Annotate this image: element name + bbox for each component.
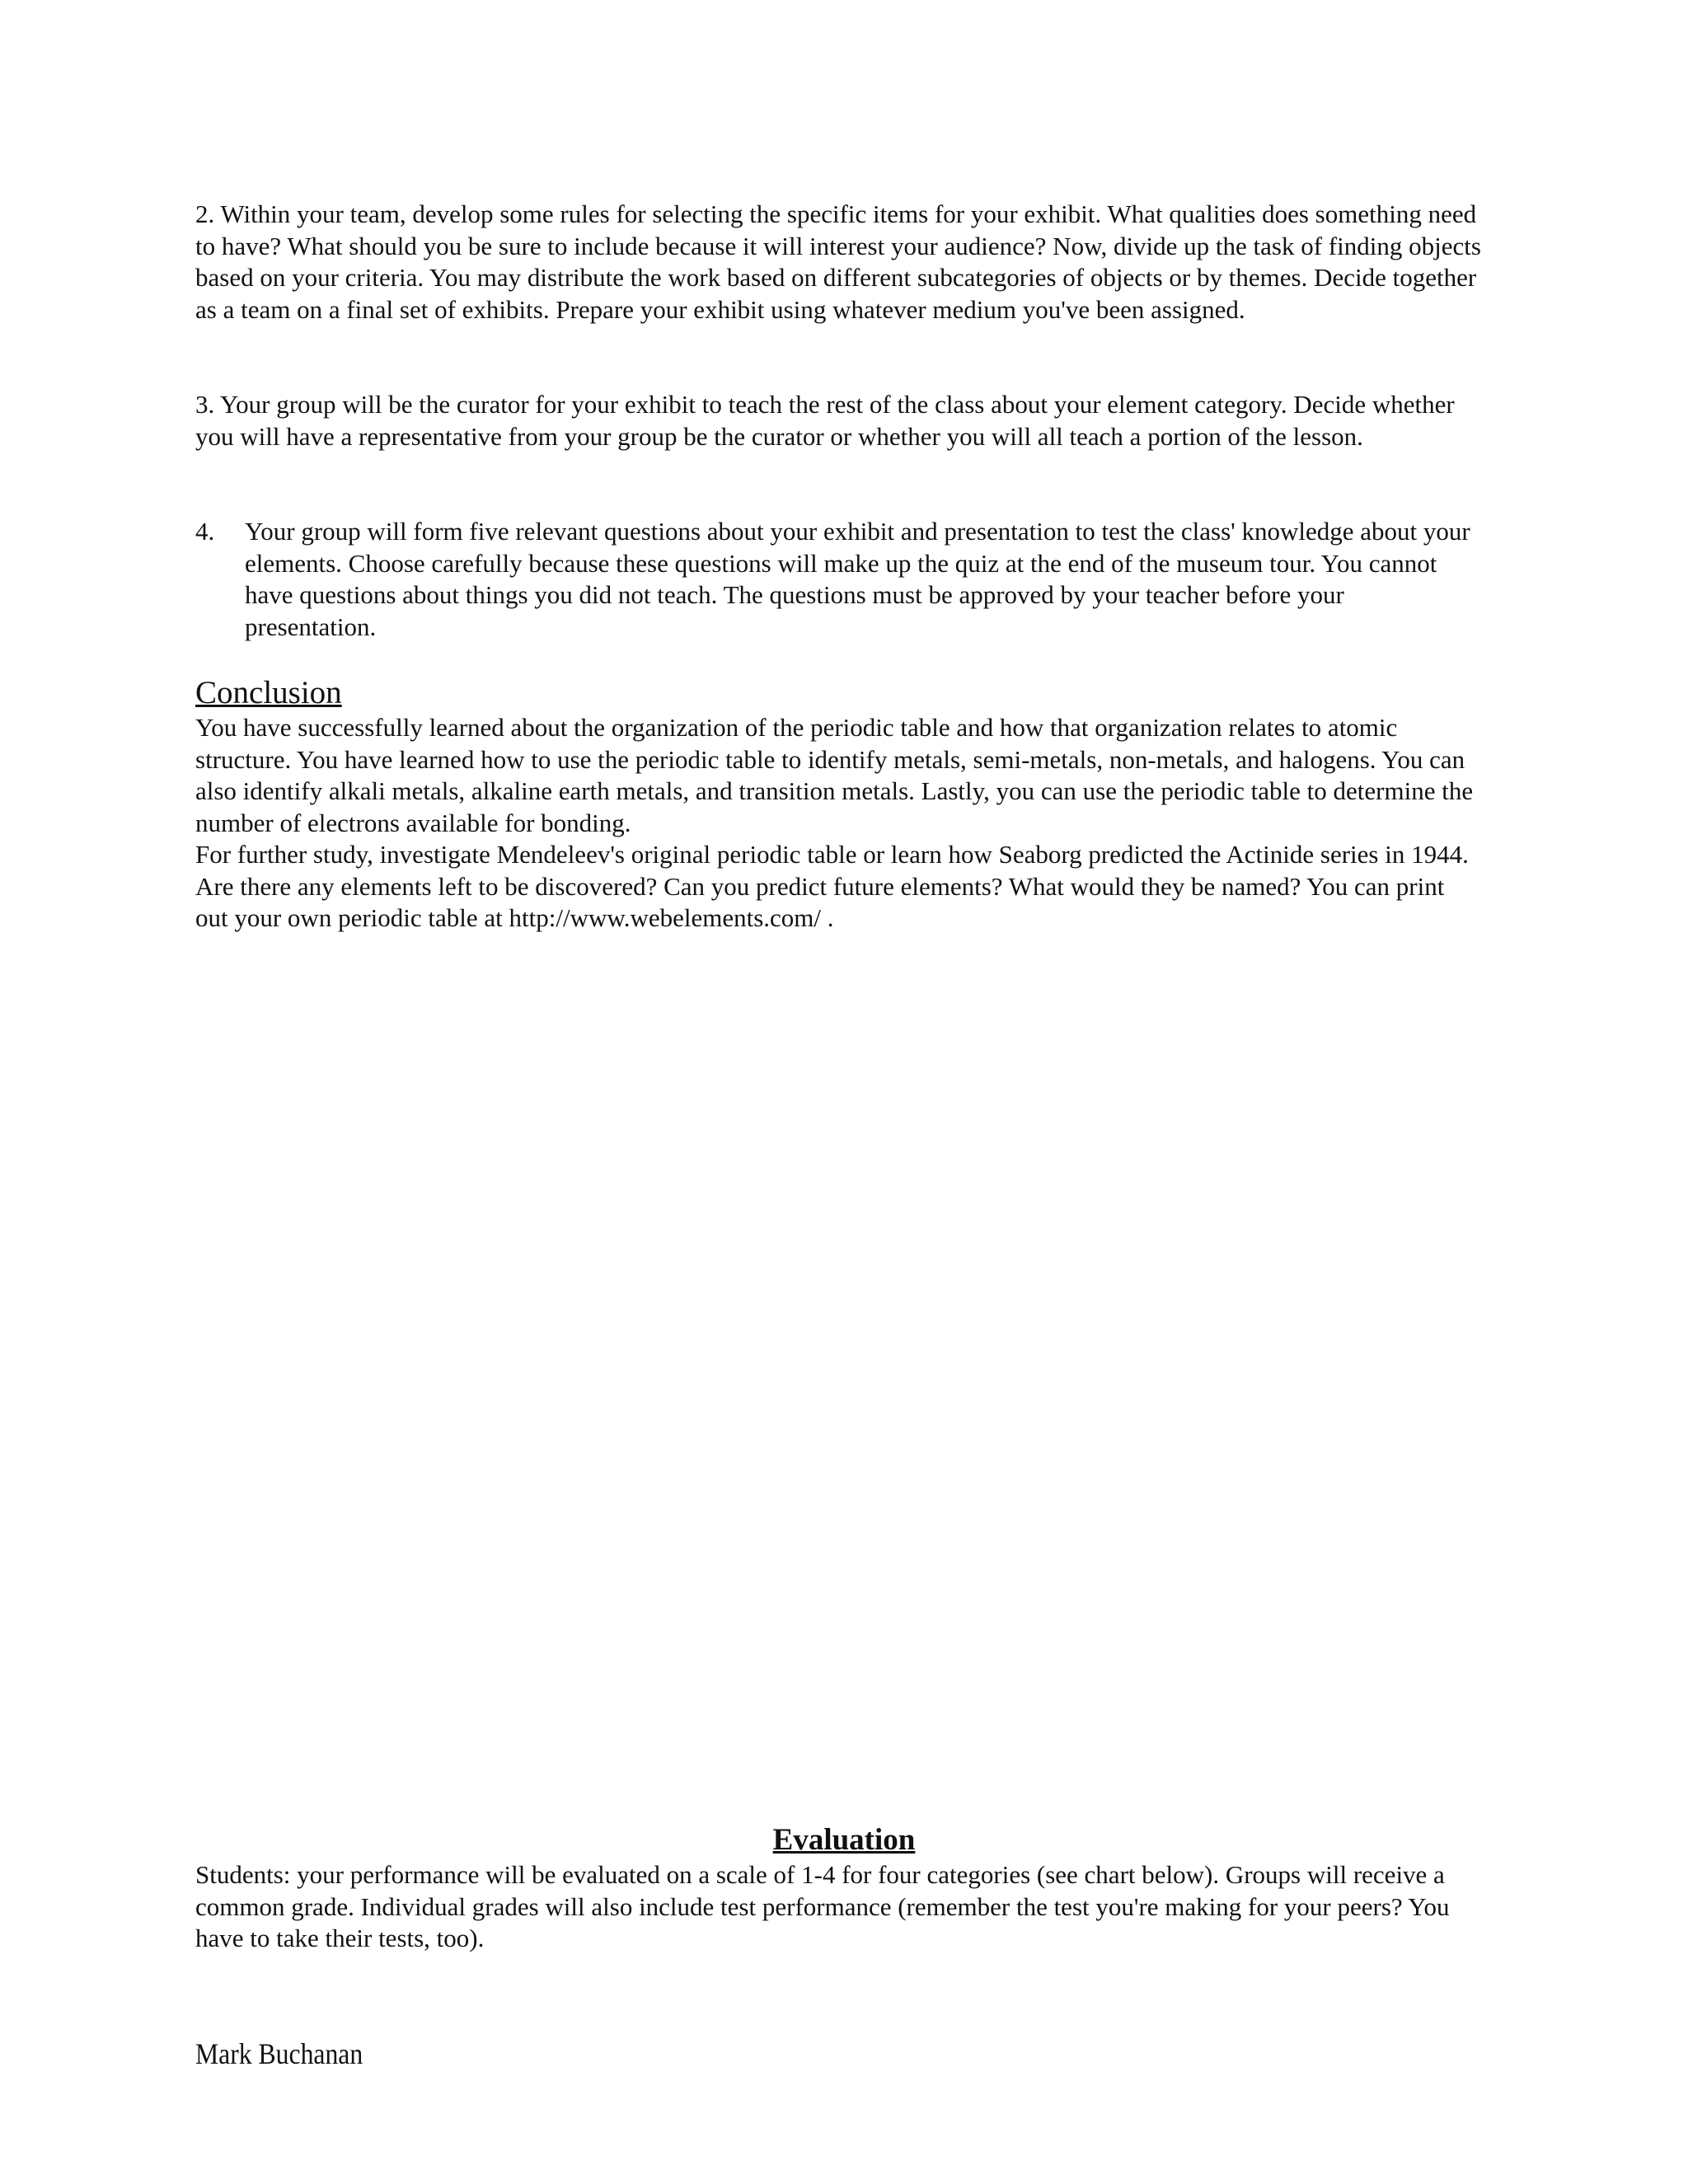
conclusion-body [195, 712, 1481, 935]
conclusion-heading: Conclusion [195, 675, 342, 710]
conclusion-paragraph-1: You have successfully learned about the organization of the periodic table and how that organization relates to atomic structure. You have learned how to use the periodic table to identify metals, semi-metals, non-metals, and halogens. You can also identify alkali metals, alkaline earth metals, and transition metals. Lastly, you can use the periodic table to determine the number of electrons available for bonding. [195, 713, 1474, 837]
item-3-paragraph: 3. Your group will be the curator for your exhibit to teach the rest of the class about your element category. Decide whether you will have a representative from your group be the curator or whether you will all teach a portion of the lesson. [195, 390, 1455, 451]
evaluation-paragraph: Students: your performance will be evaluated on a scale of 1-4 for four categories (see chart below). Groups will receive a common grade. Individual grades will also include test performance (remember the test you're making for your peers? You have to take their tests, too). [195, 1860, 1450, 1952]
author-signature: Mark Buchanan [195, 2037, 363, 2070]
evaluation-heading: Evaluation [772, 1823, 916, 1857]
item-4 [195, 516, 1481, 643]
item-2-paragraph: 2. Within your team, develop some rules for selecting the specific items for your exhibit. What qualities does something need to have? What should you be sure to include because it will interest your audience? Now, divide up the task of finding objects based on your criteria. You may distribute the work based on different subcategories of objects or by themes. Decide together as a team on a final set of exhibits. Prepare your exhibit using whatever medium you've been assigned. [195, 199, 1481, 324]
item-4-number: 4. [195, 517, 215, 546]
conclusion-paragraph-2: For further study, investigate Mendeleev's original periodic table or learn how Seaborg predicted the Actinide series in 1944. Are there any elements left to be discovered? Can you predict future elements? What would they be named? You can print out your own periodic table at http://www.webelements.com/ . [195, 840, 1469, 932]
item-4-paragraph: Your group will form five relevant questions about your exhibit and presentation to test the class' knowledge about your elements. Choose carefully because these questions will make up the quiz at the end of the museum tour. You cannot have questions about things you did not teach. The questions must be approved by your teacher before your presentation. [245, 517, 1470, 641]
